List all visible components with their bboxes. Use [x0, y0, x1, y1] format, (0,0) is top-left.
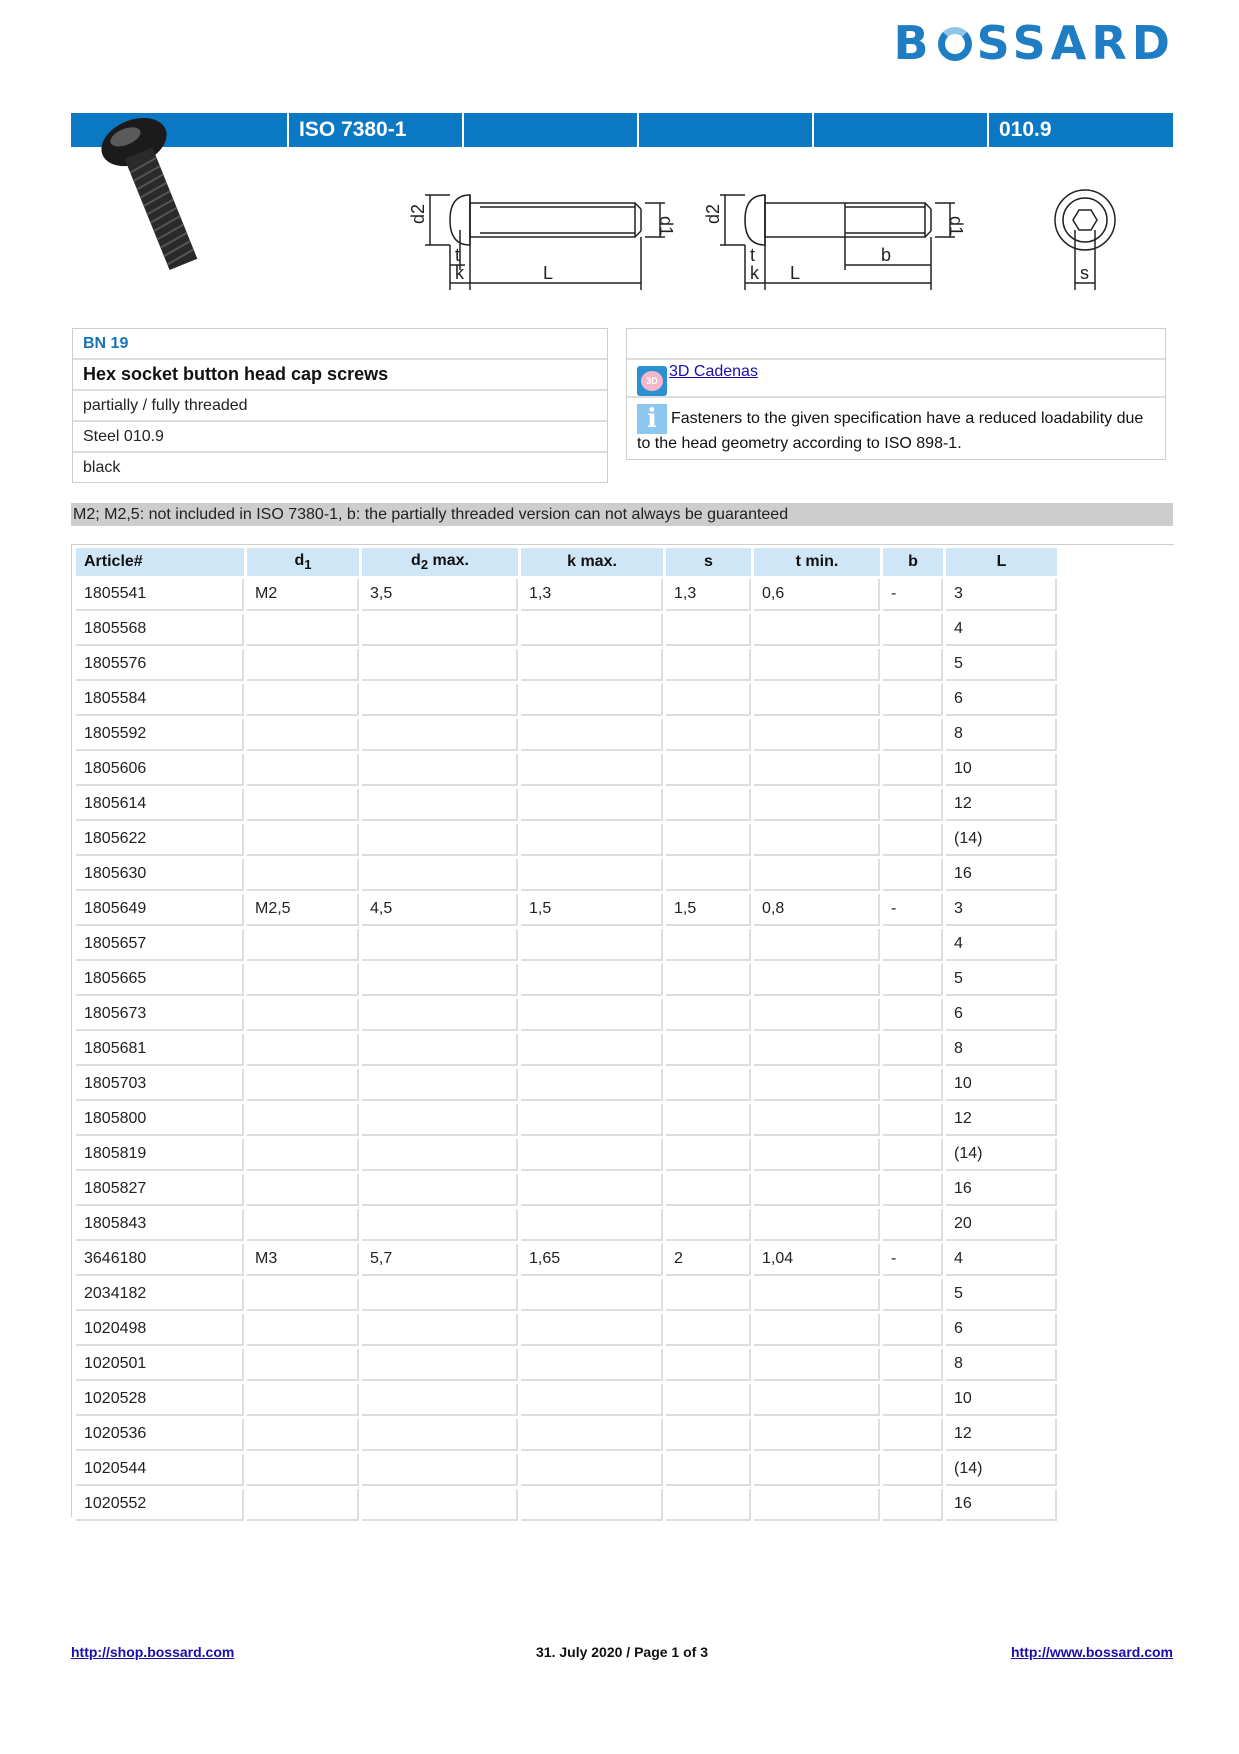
table-row	[76, 1349, 1057, 1381]
cell-d1: M2,5	[247, 894, 359, 926]
cell-k	[521, 964, 663, 996]
cell-t	[754, 929, 880, 961]
cell-d2: 4,5	[362, 894, 518, 926]
cad-link[interactable]: 3D Cadenas	[669, 363, 758, 380]
cell-article: 1020552	[76, 1489, 244, 1521]
cell-article: 1020536	[76, 1419, 244, 1451]
product-code: BN 19	[73, 329, 607, 360]
cell-s	[666, 824, 751, 856]
table-row	[76, 789, 1057, 821]
cell-s	[666, 1174, 751, 1206]
table-row	[76, 614, 1057, 646]
table-row	[76, 1279, 1057, 1311]
cell-d1	[247, 754, 359, 786]
product-title: Hex socket button head cap screws	[73, 360, 607, 391]
cell-k	[521, 1349, 663, 1381]
table-row	[76, 929, 1057, 961]
cell-d1: M2	[247, 579, 359, 611]
cell-s	[666, 1489, 751, 1521]
cell-b: -	[883, 1244, 943, 1276]
cell-L: 16	[946, 1489, 1057, 1521]
cell-k	[521, 824, 663, 856]
cell-d2	[362, 1489, 518, 1521]
page-footer	[71, 1644, 1173, 1664]
table-row	[76, 1174, 1057, 1206]
cell-t: 0,6	[754, 579, 880, 611]
table-row	[76, 1139, 1057, 1171]
table-row	[76, 684, 1057, 716]
cell-article: 1805827	[76, 1174, 244, 1206]
screw-photo	[95, 108, 225, 278]
product-material: Steel 010.9	[73, 422, 607, 453]
cell-t	[754, 1139, 880, 1171]
table-row	[76, 649, 1057, 681]
cell-s	[666, 684, 751, 716]
label-L-partial: L	[790, 263, 801, 283]
cell-article: 1805541	[76, 579, 244, 611]
cell-d2	[362, 754, 518, 786]
cell-t	[754, 1384, 880, 1416]
table-row	[76, 964, 1057, 996]
cell-s	[666, 1104, 751, 1136]
table-row	[76, 824, 1057, 856]
cell-k	[521, 1384, 663, 1416]
cell-d2	[362, 1314, 518, 1346]
cell-b	[883, 684, 943, 716]
cell-article: 1805630	[76, 859, 244, 891]
standard-header-bar	[71, 113, 1173, 147]
cell-article: 1020528	[76, 1384, 244, 1416]
cell-t	[754, 719, 880, 751]
cell-t	[754, 649, 880, 681]
cell-d1	[247, 999, 359, 1031]
note-text: Fasteners to the given specification have a reduced loadability due to the head geometry according to ISO 898-1.	[637, 410, 1144, 452]
cell-t	[754, 754, 880, 786]
cell-k: 1,3	[521, 579, 663, 611]
label-d1: d1	[656, 216, 676, 237]
cell-s	[666, 649, 751, 681]
cell-d1	[247, 859, 359, 891]
cell-d2	[362, 789, 518, 821]
col-s: s	[666, 548, 751, 576]
cell-k	[521, 929, 663, 961]
cell-L: 8	[946, 719, 1057, 751]
cell-d1	[247, 929, 359, 961]
cell-article: 1805703	[76, 1069, 244, 1101]
cell-t	[754, 859, 880, 891]
cell-article: 1020501	[76, 1349, 244, 1381]
table-row	[76, 1314, 1057, 1346]
cell-article: 2034182	[76, 1279, 244, 1311]
article-table-wrapper	[71, 544, 1174, 1517]
logo-o-icon	[938, 27, 972, 61]
cell-s	[666, 1034, 751, 1066]
header-cell-grade: 010.9	[999, 118, 1052, 141]
cell-t	[754, 684, 880, 716]
cell-k	[521, 1314, 663, 1346]
footer-shop-link[interactable]: http://shop.bossard.com	[71, 1644, 235, 1660]
cell-t	[754, 1279, 880, 1311]
label-t-partial: t	[750, 245, 756, 265]
header-cell-3	[464, 113, 639, 147]
table-body	[76, 579, 1057, 1521]
cell-s: 1,5	[666, 894, 751, 926]
cell-t	[754, 1174, 880, 1206]
cell-d1	[247, 1034, 359, 1066]
cell-article: 3646180	[76, 1244, 244, 1276]
table-row	[76, 1209, 1057, 1241]
cell-b	[883, 1349, 943, 1381]
label-t: t	[455, 245, 461, 265]
cell-L: 12	[946, 1104, 1057, 1136]
header-cell-5	[814, 113, 989, 147]
cell-k	[521, 684, 663, 716]
cell-d1	[247, 964, 359, 996]
cad-row	[627, 360, 1165, 398]
remark-bar: M2; M2,5: not included in ISO 7380-1, b: the partially threaded version can not always be guaranteed	[71, 503, 1173, 526]
label-d2: d2	[408, 203, 428, 224]
cell-s: 2	[666, 1244, 751, 1276]
label-s: s	[1080, 263, 1089, 283]
cell-s: 1,3	[666, 579, 751, 611]
cell-d2	[362, 719, 518, 751]
table-row	[76, 1419, 1057, 1451]
cell-s	[666, 859, 751, 891]
cell-d1	[247, 789, 359, 821]
cell-b	[883, 929, 943, 961]
cell-L: (14)	[946, 1454, 1057, 1486]
cell-b: -	[883, 894, 943, 926]
cell-d2: 5,7	[362, 1244, 518, 1276]
cell-b	[883, 789, 943, 821]
table-row	[76, 1034, 1057, 1066]
cell-L: 5	[946, 964, 1057, 996]
cell-L: (14)	[946, 1139, 1057, 1171]
label-k-partial: k	[750, 263, 759, 283]
cell-d2	[362, 1384, 518, 1416]
cell-L: 3	[946, 579, 1057, 611]
cell-b	[883, 1384, 943, 1416]
cell-k	[521, 1069, 663, 1101]
cell-s	[666, 1454, 751, 1486]
cell-L: 4	[946, 929, 1057, 961]
table-row	[76, 579, 1057, 611]
cell-s	[666, 1349, 751, 1381]
cell-d2	[362, 1069, 518, 1101]
cell-k	[521, 1279, 663, 1311]
col-d1: $d_1$	[247, 548, 359, 576]
cell-k	[521, 1034, 663, 1066]
footer-www-link[interactable]: http://www.bossard.com	[1010, 1644, 1173, 1660]
cell-L: 12	[946, 1419, 1057, 1451]
cell-s	[666, 754, 751, 786]
table-row	[76, 1454, 1057, 1486]
cell-b	[883, 1174, 943, 1206]
table-row	[76, 1384, 1057, 1416]
cell-s	[666, 1314, 751, 1346]
cell-L: 10	[946, 1384, 1057, 1416]
cell-t	[754, 1069, 880, 1101]
table-row	[76, 859, 1057, 891]
col-t: t min.	[754, 548, 880, 576]
cell-t	[754, 964, 880, 996]
cell-L: 6	[946, 999, 1057, 1031]
cell-article: 1805568	[76, 614, 244, 646]
col-k: k max.	[521, 548, 663, 576]
cell-d1	[247, 649, 359, 681]
cell-s	[666, 1069, 751, 1101]
cell-k	[521, 754, 663, 786]
cell-d2	[362, 1174, 518, 1206]
cell-s	[666, 719, 751, 751]
cell-d1	[247, 824, 359, 856]
cell-t: 1,04	[754, 1244, 880, 1276]
label-d2-partial: d2	[703, 203, 723, 224]
cell-k	[521, 1209, 663, 1241]
cell-d2: 3,5	[362, 579, 518, 611]
cell-article: 1805592	[76, 719, 244, 751]
cell-d2	[362, 1349, 518, 1381]
cell-d1	[247, 1209, 359, 1241]
cell-t	[754, 1209, 880, 1241]
cell-k	[521, 1419, 663, 1451]
cell-t	[754, 1034, 880, 1066]
cell-d2	[362, 964, 518, 996]
cell-L: 8	[946, 1349, 1057, 1381]
cell-k	[521, 1139, 663, 1171]
cell-L: 6	[946, 1314, 1057, 1346]
cell-b	[883, 1454, 943, 1486]
label-L: L	[543, 263, 554, 283]
cell-s	[666, 614, 751, 646]
cell-k: 1,65	[521, 1244, 663, 1276]
cell-d2	[362, 1419, 518, 1451]
cell-t	[754, 1314, 880, 1346]
bossard-logo: B SSARD	[893, 16, 1175, 70]
cell-d1	[247, 1349, 359, 1381]
cell-d1	[247, 719, 359, 751]
cell-k	[521, 859, 663, 891]
cell-b	[883, 859, 943, 891]
col-d2: $d_2$ max.	[362, 548, 518, 576]
cell-L: 3	[946, 894, 1057, 926]
cell-L: (14)	[946, 824, 1057, 856]
cell-s	[666, 789, 751, 821]
cell-d1	[247, 1419, 359, 1451]
cell-L: 16	[946, 859, 1057, 891]
cell-b	[883, 1489, 943, 1521]
cell-s	[666, 1419, 751, 1451]
footer-date-page: 31. July 2020 / Page 1 of 3	[536, 1644, 708, 1660]
cell-t	[754, 789, 880, 821]
cell-s	[666, 999, 751, 1031]
cell-L: 5	[946, 649, 1057, 681]
cell-t	[754, 824, 880, 856]
cell-d2	[362, 1104, 518, 1136]
cell-t	[754, 1454, 880, 1486]
info-icon: i	[637, 404, 667, 434]
cell-d2	[362, 1139, 518, 1171]
cell-s	[666, 1384, 751, 1416]
cell-k	[521, 719, 663, 751]
cell-b	[883, 824, 943, 856]
cell-d1	[247, 1279, 359, 1311]
cell-b	[883, 1034, 943, 1066]
cell-t	[754, 614, 880, 646]
side-info-blank-row	[627, 329, 1165, 360]
cell-d2	[362, 859, 518, 891]
table-row	[76, 1244, 1057, 1276]
cell-d2	[362, 1034, 518, 1066]
col-b: b	[883, 548, 943, 576]
cell-t	[754, 1349, 880, 1381]
cell-s	[666, 929, 751, 961]
header-cell-4	[639, 113, 814, 147]
cell-b	[883, 649, 943, 681]
cell-b	[883, 614, 943, 646]
cell-d1	[247, 1314, 359, 1346]
cell-d1: M3	[247, 1244, 359, 1276]
cell-d1	[247, 1174, 359, 1206]
cell-article: 1805614	[76, 789, 244, 821]
cell-b	[883, 1314, 943, 1346]
cad-3d-icon: 3D	[637, 366, 667, 396]
cell-k	[521, 1104, 663, 1136]
table-header-row	[76, 548, 1057, 576]
cell-d1	[247, 1069, 359, 1101]
cell-b	[883, 1209, 943, 1241]
cell-d1	[247, 1104, 359, 1136]
cell-k	[521, 1454, 663, 1486]
cell-article: 1805649	[76, 894, 244, 926]
cell-article: 1805819	[76, 1139, 244, 1171]
cell-L: 16	[946, 1174, 1057, 1206]
cell-article: 1020544	[76, 1454, 244, 1486]
cell-article: 1805622	[76, 824, 244, 856]
cell-article: 1020498	[76, 1314, 244, 1346]
product-finish: black	[83, 459, 121, 476]
cell-t	[754, 999, 880, 1031]
cell-d2	[362, 929, 518, 961]
loadability-note	[627, 398, 1165, 459]
cell-t	[754, 1104, 880, 1136]
side-info-box	[626, 328, 1166, 460]
cell-b	[883, 1104, 943, 1136]
cell-t	[754, 1419, 880, 1451]
cell-k	[521, 614, 663, 646]
table-row	[76, 999, 1057, 1031]
cell-k	[521, 789, 663, 821]
cell-article: 1805576	[76, 649, 244, 681]
label-d1-partial: d1	[946, 216, 966, 237]
cell-article: 1805843	[76, 1209, 244, 1241]
cell-b	[883, 754, 943, 786]
cell-s	[666, 1209, 751, 1241]
cell-L: 12	[946, 789, 1057, 821]
cell-d1	[247, 1139, 359, 1171]
cell-b	[883, 999, 943, 1031]
cell-s	[666, 1139, 751, 1171]
table-row	[76, 754, 1057, 786]
cell-d1	[247, 614, 359, 646]
cell-article: 1805665	[76, 964, 244, 996]
cell-L: 4	[946, 1244, 1057, 1276]
cell-L: 5	[946, 1279, 1057, 1311]
cell-L: 6	[946, 684, 1057, 716]
table-row	[76, 894, 1057, 926]
cell-d2	[362, 824, 518, 856]
cell-L: 10	[946, 754, 1057, 786]
cell-k	[521, 649, 663, 681]
cell-article: 1805800	[76, 1104, 244, 1136]
cell-b	[883, 1139, 943, 1171]
cell-L: 10	[946, 1069, 1057, 1101]
cell-d2	[362, 1279, 518, 1311]
product-thread: partially / fully threaded	[73, 391, 607, 422]
cell-d2	[362, 1209, 518, 1241]
article-table	[73, 545, 1060, 1524]
cell-d1	[247, 1384, 359, 1416]
cell-k: 1,5	[521, 894, 663, 926]
cell-b	[883, 1419, 943, 1451]
cell-b	[883, 964, 943, 996]
cell-L: 20	[946, 1209, 1057, 1241]
table-row	[76, 1069, 1057, 1101]
cell-d1	[247, 1489, 359, 1521]
cell-b	[883, 719, 943, 751]
product-info-box	[72, 328, 608, 483]
cell-b	[883, 1279, 943, 1311]
cell-b: -	[883, 579, 943, 611]
table-row	[76, 1489, 1057, 1521]
cell-article: 1805606	[76, 754, 244, 786]
cell-d2	[362, 1454, 518, 1486]
cell-article: 1805673	[76, 999, 244, 1031]
col-L: L	[946, 548, 1057, 576]
table-row	[76, 1104, 1057, 1136]
header-cell-standard: ISO 7380-1	[289, 113, 464, 147]
cell-k	[521, 999, 663, 1031]
cell-d2	[362, 649, 518, 681]
cell-d2	[362, 999, 518, 1031]
cell-b	[883, 1069, 943, 1101]
cell-d2	[362, 614, 518, 646]
technical-drawing	[405, 175, 1145, 305]
cell-s	[666, 1279, 751, 1311]
cell-L: 8	[946, 1034, 1057, 1066]
cell-d1	[247, 684, 359, 716]
cell-k	[521, 1489, 663, 1521]
label-b: b	[881, 245, 892, 265]
col-article: Article#	[76, 548, 244, 576]
cell-article: 1805584	[76, 684, 244, 716]
cell-article: 1805681	[76, 1034, 244, 1066]
table-row	[76, 719, 1057, 751]
cell-d2	[362, 684, 518, 716]
cell-s	[666, 964, 751, 996]
cell-k	[521, 1174, 663, 1206]
cell-d1	[247, 1454, 359, 1486]
label-k: k	[455, 263, 464, 283]
cell-t: 0,8	[754, 894, 880, 926]
cell-L: 4	[946, 614, 1057, 646]
cell-article: 1805657	[76, 929, 244, 961]
cell-t	[754, 1489, 880, 1521]
